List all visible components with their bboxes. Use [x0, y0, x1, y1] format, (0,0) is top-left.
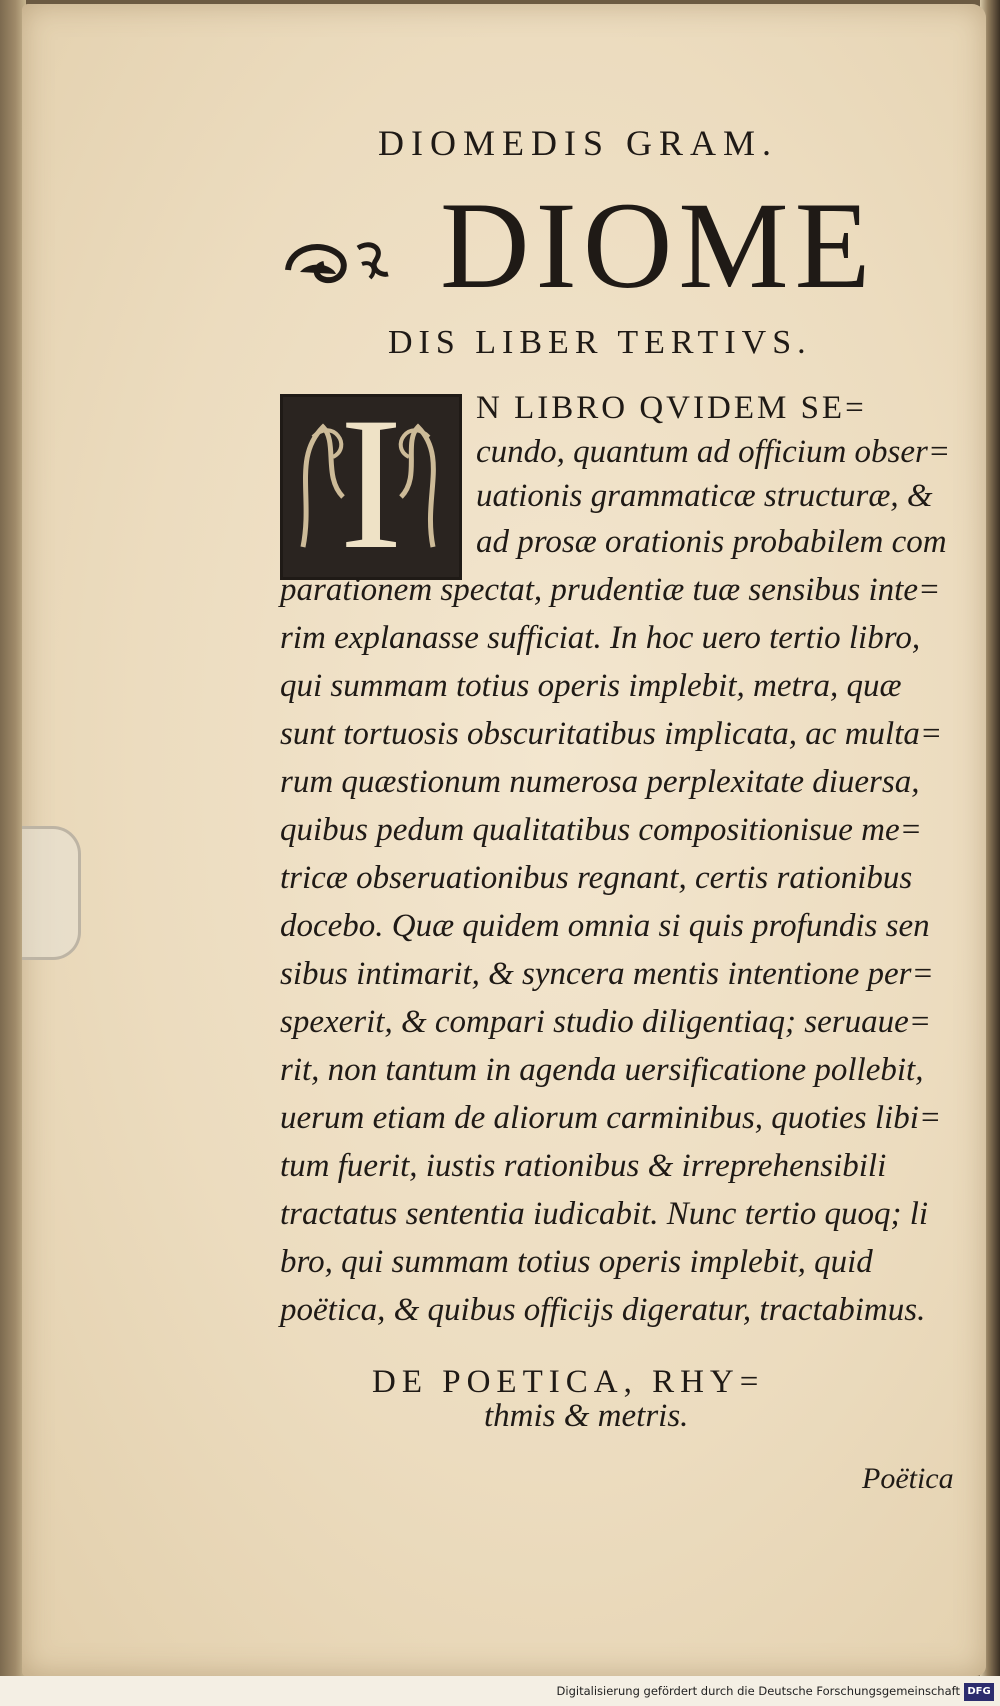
body-line: rim explanasse sufficiat. In hoc uero tertio libro,	[280, 620, 921, 656]
body-line: poëtica, & quibus officijs digeratur, tractabimus.	[280, 1292, 926, 1328]
body-line: rum quæstionum numerosa perplexitate diuersa,	[280, 764, 920, 800]
running-head: DIOMEDIS GRAM.	[378, 123, 779, 163]
floral-ornament-icon	[280, 230, 400, 300]
body-line: uationis grammaticæ structuræ, &	[476, 478, 933, 514]
body-line: bro, qui summam totius operis implebit, quid	[280, 1244, 873, 1280]
body-line: qui summam totius operis implebit, metra, quæ	[280, 668, 902, 704]
initial-letter: I	[339, 379, 403, 589]
body-line: sibus intimarit, & syncera mentis intentione per=	[280, 956, 934, 992]
digitization-credit: Digitalisierung gefördert durch die Deutsche Forschungsgemeinschaft	[556, 1684, 960, 1698]
body-line: cundo, quantum ad officium obser=	[476, 434, 951, 470]
chapter-subtitle: DIS LIBER TERTIVS.	[388, 324, 812, 361]
chapter-title: DIOME	[440, 177, 877, 314]
body-line: tricæ obseruationibus regnant, certis rationibus	[280, 860, 913, 896]
body-line: parationem spectat, prudentiæ tuæ sensibus inte=	[280, 572, 941, 608]
body-line: uerum etiam de aliorum carminibus, quoties libi=	[280, 1100, 942, 1136]
body-line: quibus pedum qualitatibus compositionisue me=	[280, 812, 922, 848]
dfg-logo: DFG	[964, 1683, 994, 1701]
body-line: spexerit, & compari studio diligentiaq; seruaue=	[280, 1004, 932, 1040]
catchword: Poëtica	[862, 1462, 954, 1495]
decorated-initial	[280, 379, 462, 589]
body-line: docebo. Quæ quidem omnia si quis profundis sen	[280, 908, 930, 944]
footer-bar	[0, 1676, 1000, 1706]
body-line: tractatus sententia iudicabit. Nunc tertio quoq; li	[280, 1196, 929, 1232]
section-heading-continued: thmis & metris.	[484, 1398, 689, 1434]
body-line: tum fuerit, iustis rationibus & irreprehensibili	[280, 1148, 887, 1184]
body-line: rit, non tantum in agenda uersificatione pollebit,	[280, 1052, 924, 1088]
body-line: sunt tortuosis obscuritatibus implicata, ac multa=	[280, 716, 943, 752]
body-line: ad prosæ orationis probabilem com	[476, 524, 947, 560]
section-heading: DE POETICA, RHY=	[372, 1364, 765, 1400]
body-line: N LIBRO QVIDEM SE=	[476, 390, 867, 426]
page-clip	[22, 826, 81, 960]
